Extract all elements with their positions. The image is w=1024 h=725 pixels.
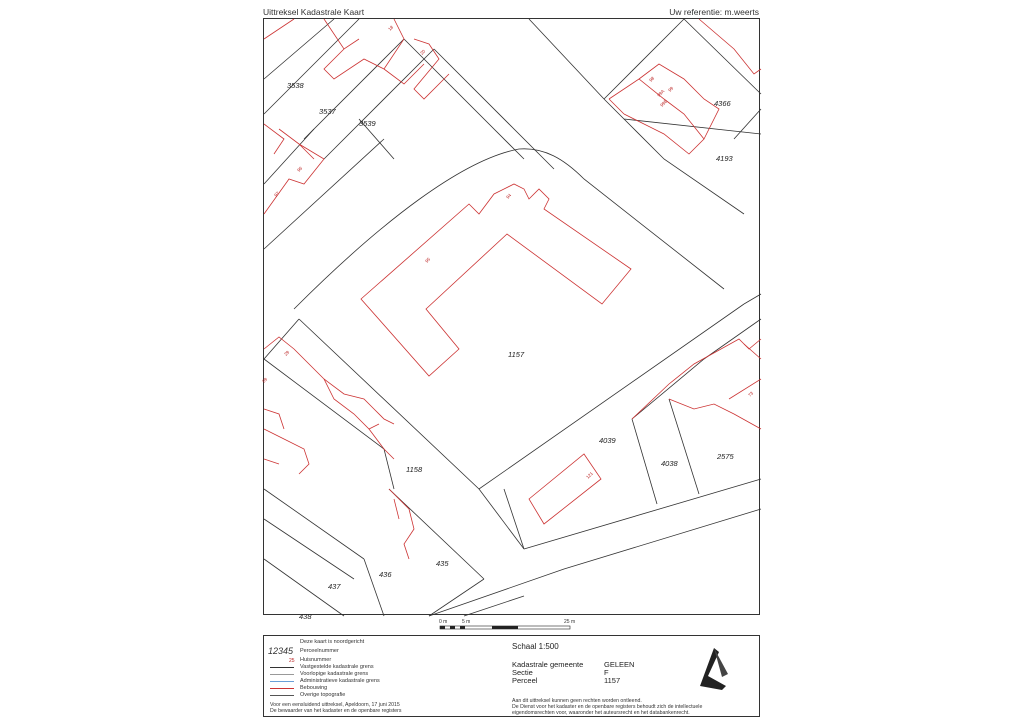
info-value-parcel: 1157 xyxy=(604,676,621,685)
user-reference: Uw referentie: m.weerts xyxy=(669,7,759,17)
info-key-parcel: Perceel xyxy=(512,676,538,685)
scale-label-25: 25 m xyxy=(564,619,576,625)
map-title: Uittreksel Kadastrale Kaart xyxy=(263,7,365,17)
legend-symbol-administrative-boundary xyxy=(270,681,294,682)
parcel-2575: 2575 xyxy=(717,452,734,461)
legend-item-house-number: Huisnummer xyxy=(300,657,332,663)
parcel-1158: 1158 xyxy=(406,465,423,474)
house-number: 99A xyxy=(656,88,666,98)
legend-symbol-topography xyxy=(270,695,294,696)
parcel-435: 435 xyxy=(436,559,449,568)
parcel-4193: 4193 xyxy=(716,154,733,163)
parcel-boundaries xyxy=(264,19,761,616)
house-number: 20 xyxy=(419,48,427,56)
parcel-3537: 3537 xyxy=(319,107,336,116)
info-key-section: Sectie xyxy=(512,668,533,677)
info-key-municipality: Kadastrale gemeente xyxy=(512,660,584,669)
legend-item-parcel-number: Perceelnummer xyxy=(300,648,339,654)
legend-sample-house-number: 25 xyxy=(289,658,295,664)
house-number: 97 xyxy=(273,190,281,198)
scale-text: Schaal 1:500 xyxy=(512,642,559,651)
legend-item-building: Bebouwing xyxy=(300,685,328,691)
parcel-3538: 3538 xyxy=(287,81,304,90)
cadastral-map xyxy=(261,18,760,621)
legend-item-administrative-boundary: Administratieve kadastrale grens xyxy=(300,678,380,684)
scale-label-5: 5 m xyxy=(462,619,471,625)
house-number: 18 xyxy=(387,24,395,32)
parcel-1157: 1157 xyxy=(508,350,525,359)
disclaimer-line-2: De Dienst voor het kadaster en de openbare registers behoudt zich de intellectuele xyxy=(512,704,703,710)
parcel-437: 437 xyxy=(328,582,341,591)
legend-sample-parcel-number: 12345 xyxy=(268,646,294,656)
parcel-436: 436 xyxy=(379,570,392,579)
house-numbers xyxy=(261,24,754,479)
house-number: 69 xyxy=(261,376,269,384)
disclaimer-line-1: Aan dit uittreksel kunnen geen rechten worden ontleend. xyxy=(512,698,642,704)
legend-symbol-provisional-boundary xyxy=(270,674,294,675)
kadaster-logo xyxy=(694,644,734,690)
disclaimer-line-3: eigendomsrechten voor, waaronder het auteursrecht en het databankenrecht. xyxy=(512,710,690,716)
house-number: 99B xyxy=(659,98,669,108)
legend-item-north: Deze kaart is noordgericht xyxy=(300,639,365,645)
legend-symbol-fixed-boundary xyxy=(270,667,294,668)
parcel-4366: 4366 xyxy=(714,99,731,108)
parcel-438: 438 xyxy=(299,612,312,621)
house-number: 121 xyxy=(585,470,595,480)
legend-item-topography: Overige topografie xyxy=(300,692,346,698)
scale-bar xyxy=(420,617,600,633)
house-number: 94 xyxy=(505,192,513,200)
house-number: 73 xyxy=(747,390,755,398)
info-value-section: F xyxy=(604,668,609,677)
legend-item-fixed-boundary: Vastgestelde kadastrale grens xyxy=(300,664,374,670)
house-number: 95 xyxy=(424,256,432,264)
legend-panel xyxy=(263,635,760,717)
house-number: 98 xyxy=(648,75,656,83)
buildings xyxy=(264,19,761,559)
parcel-labels xyxy=(287,81,735,621)
parcel-4038: 4038 xyxy=(661,459,678,468)
map-drawing xyxy=(261,19,761,621)
legend-footer-line-1: Voor een eensluidend uittreksel, Apeldoorn, 17 juni 2015 xyxy=(270,702,400,708)
parcel-3539: 3539 xyxy=(359,119,376,128)
info-value-municipality: GELEEN xyxy=(604,660,635,669)
house-number: 99 xyxy=(667,85,675,93)
legend-footer-line-2: De bewaarder van het kadaster en de openbare registers xyxy=(270,708,402,714)
legend-symbol-building xyxy=(270,688,294,689)
legend-item-provisional-boundary: Voorlopige kadastrale grens xyxy=(300,671,369,677)
house-number: 96 xyxy=(296,165,304,173)
scale-label-0: 0 m xyxy=(439,619,448,625)
house-number: 29 xyxy=(283,349,291,357)
parcel-4039: 4039 xyxy=(599,436,616,445)
